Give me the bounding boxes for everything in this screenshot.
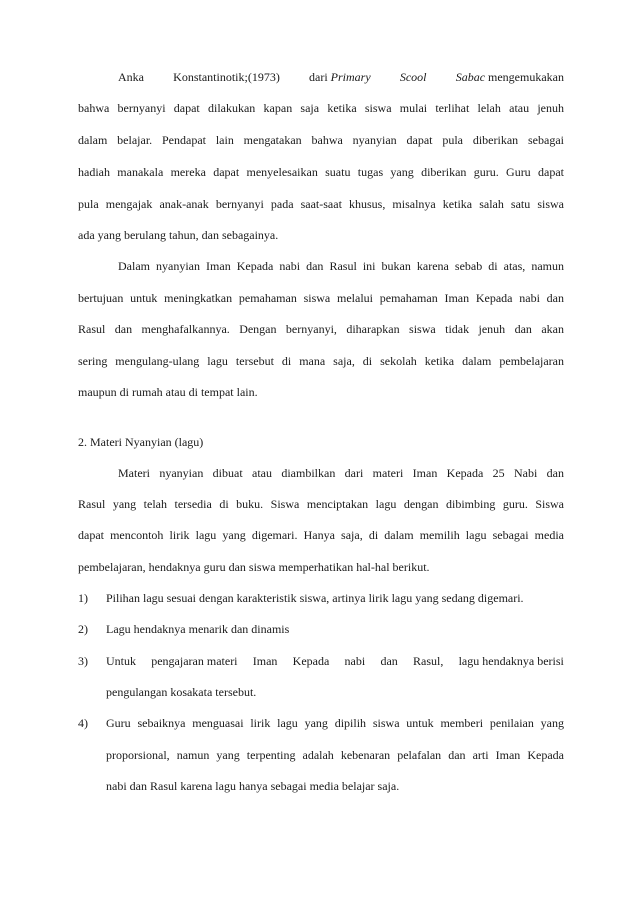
paragraph-line: maupun di rumah atau di tempat lain.: [78, 385, 258, 399]
list-item-line: Guru sebaiknya menguasai lirik lagu yang dipilih siswa untuk memberi penilaian yang: [106, 716, 564, 730]
section-heading: 2. Materi Nyanyian (lagu): [78, 435, 204, 449]
paragraph-line: Materi nyanyian dibuat atau diambilkan dari materi Iman Kepada 25 Nabi dan: [118, 466, 564, 480]
word: Kepada: [292, 654, 330, 668]
word-italic: Sabac: [455, 70, 486, 84]
list-number: 1): [78, 591, 88, 605]
list-item-first-line: [106, 653, 564, 669]
paragraph-line: ada yang berulang tahun, dan sebagainya.: [78, 228, 279, 242]
paragraph-line: sering mengulang-ulang lagu tersebut di mana saja, di sekolah ketika dalam pembelajaran: [78, 354, 564, 368]
list-item-line: Pilihan lagu sesuai dengan karakteristik siswa, artinya lirik lagu yang sedang digemari.: [106, 591, 524, 605]
paragraph-line: pembelajaran, hendaknya guru dan siswa memperhatikan hal-hal berikut.: [78, 560, 430, 574]
word: nabi: [344, 654, 366, 668]
list-number: 4): [78, 716, 88, 730]
word: Untuk: [106, 654, 136, 668]
list-item-line: nabi dan Rasul karena lagu hanya sebagai media belajar saja.: [106, 779, 400, 793]
word: lagu hendaknya berisi: [458, 654, 564, 668]
list-number: 2): [78, 622, 88, 636]
paragraph-line: bertujuan untuk meningkatkan pemahaman siswa melalui pemahaman Iman Kepada nabi dan: [78, 291, 564, 305]
paragraph-line: Rasul dan menghafalkannya. Dengan bernyanyi, diharapkan siswa tidak jenuh dan akan: [78, 322, 564, 336]
word-italic: Primary: [330, 70, 371, 84]
word: Konstantinotik;(1973): [173, 70, 280, 84]
word: Rasul,: [413, 654, 444, 668]
word: mengemukakan: [488, 70, 564, 84]
list-item-line: Lagu hendaknya menarik dan dinamis: [106, 622, 290, 636]
word: [456, 69, 564, 85]
paragraph-line: Dalam nyanyian Iman Kepada nabi dan Rasul ini bukan karena sebab di atas, namun: [118, 259, 564, 273]
paragraph-line: dapat mencontoh lirik lagu yang digemari. Hanya saja, di dalam memilih lagu sebagai media: [78, 528, 564, 542]
list-number: 3): [78, 654, 88, 668]
paragraph-line: bahwa bernyanyi dapat dilakukan kapan saja ketika siswa mulai terlihat lelah atau jenuh: [78, 101, 564, 115]
list-item-line: proporsional, namun yang terpenting adalah kebenaran pelafalan dan arti Iman Kepada: [106, 748, 564, 762]
word: Anka: [118, 70, 144, 84]
paragraph-line: Rasul yang telah tersedia di buku. Siswa menciptakan lagu dengan dibimbing guru. Siswa: [78, 497, 564, 511]
word-dari: dari: [309, 70, 328, 84]
word-italic: Scool: [399, 70, 427, 84]
paragraph-line: hadiah manakala mereka dapat menyelesaikan suatu tugas yang diberikan guru. Guru dapat: [78, 165, 564, 179]
word: [309, 69, 371, 85]
paragraph-line: dalam belajar. Pendapat lain mengatakan bahwa nyanyian dapat pula diberikan sebagai: [78, 133, 564, 147]
list-item-line: pengulangan kosakata tersebut.: [106, 685, 257, 699]
word: dan: [380, 654, 398, 668]
paragraph-line: pula mengajak anak-anak bernyanyi pada saat-saat khusus, misalnya ketika salah satu siswa: [78, 197, 564, 211]
word: pengajaran materi: [151, 654, 238, 668]
word: Iman: [252, 654, 278, 668]
paragraph-1-first-line: [118, 69, 564, 85]
